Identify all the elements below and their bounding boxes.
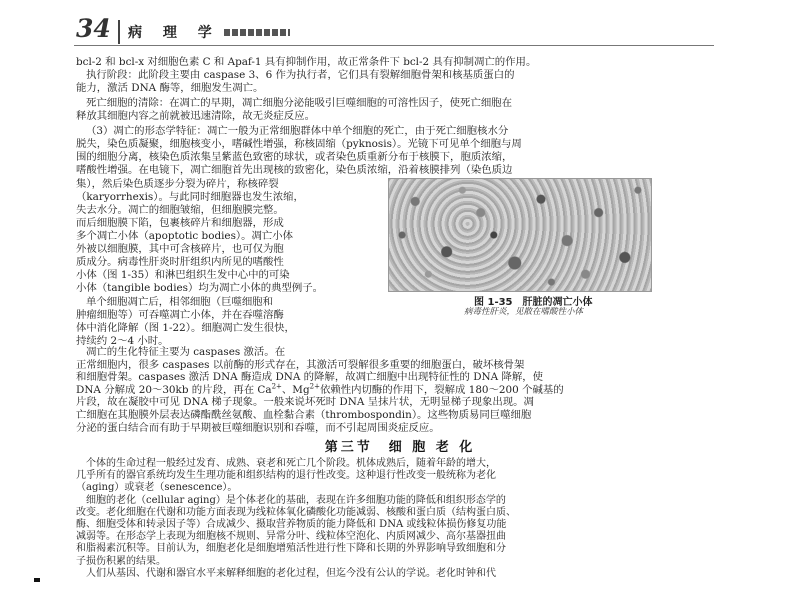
text-line [76, 384, 564, 397]
text-line: （3）凋亡的形态学特征：凋亡一般为正常细胞群体中单个细胞的死亡，由于死亡细胞核水分 [86, 125, 509, 137]
text-line: 体中消化降解（图 1-22）。细胞凋亡发生很快， [76, 322, 295, 334]
text-line: 分泌的蛋白结合而有助于早期被巨噬细胞识别和吞噬，而不引起周围炎症反应。 [76, 421, 440, 434]
text-line: 执行阶段：此阶段主要由 caspase 3、6 作为执行者，它们具有裂解细胞骨架和核基质蛋白的 [86, 69, 515, 81]
text-line: 亡细胞在其胞膜外层表达磷酯酰丝氨酸、血栓黏合素（thrombospondin）。这些物质易同巨噬细胞 [76, 409, 532, 421]
figure-caption: 图 1-35 肝脏的凋亡小体 [474, 297, 593, 308]
text-line: 持续约 2～4 小时。 [76, 335, 169, 347]
text-line: 死亡细胞的清除：在凋亡的早期，凋亡细胞分泌能吸引巨噬细胞的可溶性因子，使死亡细胞在 [86, 97, 513, 109]
header-rule [74, 45, 714, 46]
page-number: 34 [76, 14, 111, 43]
text-line: （karyorrhexis）。与此同时细胞器也发生浓缩， [76, 191, 304, 203]
dna-line-tail: 依赖性内切酶的作用下，裂解成 180～200 个碱基的 [319, 383, 564, 396]
text-line: 单个细胞凋亡后，相邻细胞（巨噬细胞和 [86, 296, 274, 308]
text-line: 凋亡的生化特征主要为 caspases 激活。在 [86, 346, 286, 358]
text-line: 释放其细胞内容之前就被迅速清除，故无炎症反应。 [76, 110, 315, 122]
figure-subcaption: 病毒性肝炎，见散在嗜酸性小体 [464, 307, 584, 317]
text-line: 几乎所有的器官系统均发生生理功能和组织结构的退行性改变。这种退行性改变一般统称为老化 [76, 470, 496, 482]
text-line: 小体（tangible bodies）均为凋亡小体的典型例子。 [76, 282, 324, 294]
page-header [74, 12, 714, 46]
text-line: 围的细胞分离，核染色质浓集呈紫蓝色致密的球状，或者染色质重新分布于核膜下，胞质浓缩， [76, 151, 513, 163]
text-line: 酶、细胞受体和转录因子等）合成减少、摄取营养物质的能力降低和 DNA 或线粒体损伤修复功能 [76, 519, 507, 530]
section-heading: 第三节 细 胞 老 化 [324, 440, 476, 455]
dna-line-start: DNA 分解成 20～30kb 的片段，再在 Ca [76, 383, 272, 396]
corner-mark [34, 578, 40, 582]
text-line: 失去水分。凋亡的细胞皱缩，但细胞膜完整。 [76, 204, 284, 216]
text-line: 集），然后染色质逐步分裂为碎片，称核碎裂 [76, 178, 279, 190]
text-line: bcl-2 和 bcl-x 对细胞色素 C 和 Apaf-1 具有抑制作用，故正常条件下 bcl-2 具有抑制凋亡的作用。 [76, 56, 537, 68]
text-line: 正常细胞内，很多 caspases 以前酶的形式存在，其激活可裂解很多重要的细胞蛋白，破坏核骨架 [76, 358, 525, 371]
superscript: 2+ [309, 382, 320, 391]
micrograph-figure [388, 178, 652, 292]
text-line: 能力，激活 DNA 酶等，细胞发生凋亡。 [76, 82, 264, 94]
text-line: 片段，故在凝胶中可见 DNA 梯子现象。一般来说坏死时 DNA 呈抹片状，无明显梯子现象出现。凋 [76, 396, 534, 409]
text-line: 多个凋亡小体（apoptotic bodies）。凋亡小体 [76, 230, 294, 242]
text-line: 嗜酸性增强。在电镜下，凋亡细胞首先出现核的致密化，染色质浓缩，沿着核膜排列（染色质边 [76, 164, 513, 176]
text-line: 减弱等。在形态学上表现为细胞核不规则、异常分叶、线粒体空泡化、内质网减少、高尔基器扭曲 [76, 531, 506, 543]
text-line: 和脂褐素沉积等。目前认为，细胞老化是细胞增殖活性进行性下降和长期的外界影响导致细胞和分 [76, 543, 506, 555]
header-separator [118, 20, 120, 44]
text-line: 外被以细胞膜，其中可含核碎片，也可仅为胞 [76, 243, 284, 255]
dna-line-mid: 、Mg [281, 383, 310, 396]
book-title: 病 理 学 [128, 25, 220, 41]
text-line: 子损伤积累的结果。 [76, 555, 166, 567]
text-line: 小体（图 1-35）和淋巴组织生发中心中的可染 [76, 269, 290, 281]
text-line: 质成分。病毒性肝炎时肝组织内所见的嗜酸性 [76, 256, 284, 268]
text-line: 脱失，染色质凝聚，细胞核变小，嗜碱性增强，称核固缩（pyknosis）。光镜下可见单个细胞与周 [76, 138, 522, 150]
header-decoration-bar [224, 29, 290, 36]
text-line: 细胞的老化（cellular aging）是个体老化的基础，表现在许多细胞功能的降低和组织形态学的 [86, 494, 506, 506]
superscript: 2+ [271, 382, 282, 391]
text-line: 而后细胞膜下陷，包裹核碎片和细胞器，形成 [76, 217, 284, 229]
text-line: （aging）或衰老（senescence）。 [76, 482, 238, 494]
text-line: 人们从基因、代谢和器官水平来解释细胞的老化过程，但迄今没有公认的学说。老化时钟和代 [86, 567, 496, 579]
text-line: 个体的生命过程一般经过发育、成熟、衰老和死亡几个阶段。机体成熟后，随着年龄的增大， [86, 458, 496, 469]
text-line: 肿瘤细胞等）可吞噬凋亡小体，并在吞噬溶酶 [76, 309, 284, 321]
text-line: 改变。老化细胞在代谢和功能方面表现为线粒体氧化磷酸化功能减弱、核酸和蛋白质（结构蛋白质、 [76, 506, 516, 518]
text-line: 和细胞骨架。caspases 激活 DNA 酶造成 DNA 的降解，故凋亡细胞中出现特征性的 DNA 降解，使 [76, 371, 544, 384]
